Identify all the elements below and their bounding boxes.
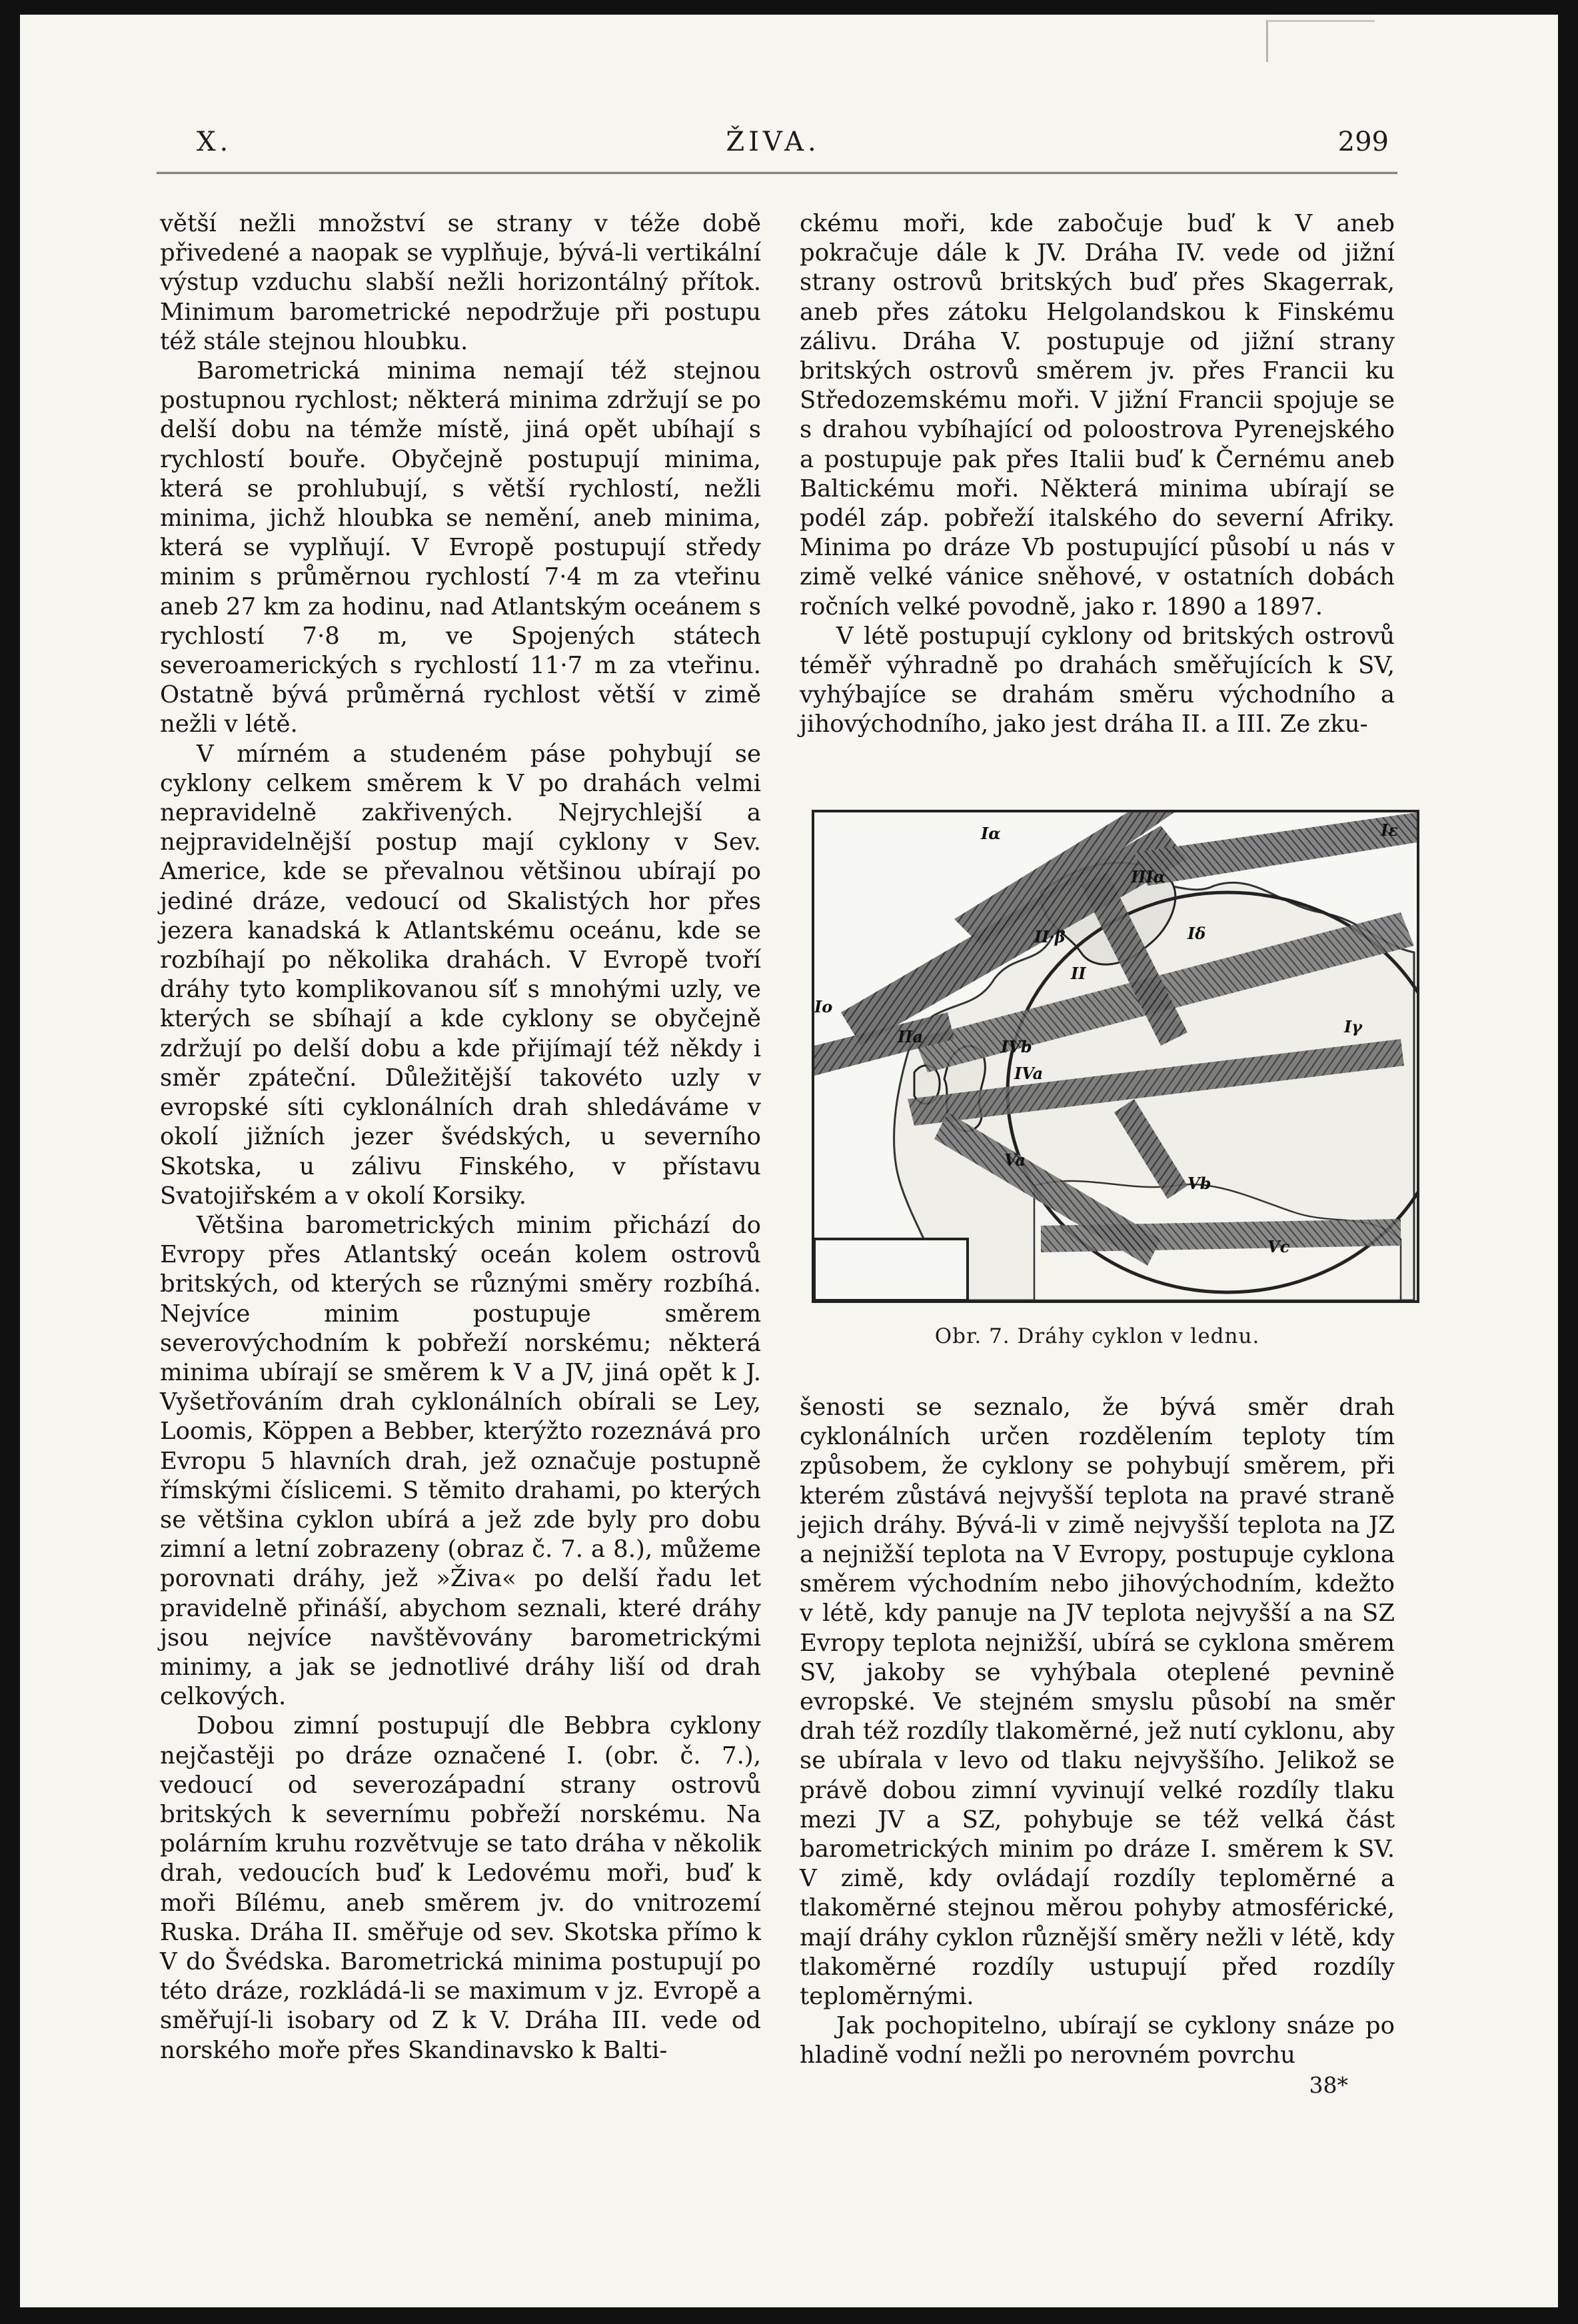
figure-caption: Obr. 7. Dráhy cyklon v lednu. [934,1324,1260,1348]
paragraph: šenosti se seznalo, že bývá směr drah cyklonálních určen rozdělením teploty tím způsobem, že cyklony se pohybují směrem, při kterém zůstává nejvyšší teplota na pravé straně jejich dráhy. Bývá-li v zimě nejvyšší teplota na JZ a nejnižší teplota na V Evropy, postupuje cyklona směrem východním nebo jihovýchodním, kdežto v létě, kdy panuje na JV teplota nejvyšší a na SZ Evropy teplota nejnižší, ubírá se cyklona směrem SV, jakoby se vyhýbala oteplené pevnině evropské. Ve stejném smyslu působí na směr drah též rozdíly tlakoměrné, jež nutí cyklonu, aby se ubírala v levo od tlaku nejvyššího. Jelikož se právě dobou zimní vyvinují velké rozdíly tlaku mezi JV a SZ, pohybuje se též velká část barometrických minim po dráze I. směrem k SV. V zimě, kdy ovládají rozdíly teploměrné a tlakoměrné stejnou měrou pohyby atmosférické, mají dráhy cyklon různější směry nežli v létě, kdy tlakoměrné rozdíly ustupují před rozdíly teploměrnými. [800,1394,1395,2011]
paragraph: V létě postupují cyklony od britských ostrovů téměř výhradně po drahách směřujících k SV, vyhýbajíce se drahám směru východního a jihovýchodního, jako jest dráha II. a III. Ze zku- [800,622,1395,738]
paragraph: Barometrická minima nemají též stejnou postupnou rychlost; některá minima zdržují se po delší dobu na témže místě, jiná opět ubíhají s rychlostí bouře. Obyčejně postupují minima, která se prohlubují, s větší rychlostí, nežli minima, jichž hloubka se nemění, aneb minima, která se vyplňují. V Evropě postupují středy minim s průměrnou rychlostí 7·4 m za vteřinu aneb 27 km za hodinu, nad Atlantským oceánem s rychlostí 7·8 m, ve Spojených státech severoamerických s rychlostí 11·7 m za vteřinu. Ostatně bývá průměrná rychlost větší v zimě nežli v létě. [160,357,761,738]
label-I-gamma: Iγ [1344,1017,1363,1036]
track-I-east [1134,812,1417,886]
scan-corner-mark [1266,20,1375,62]
label-Va: Va [1004,1150,1026,1170]
cyclone-tracks-map [812,810,1419,1303]
page-number: 299 [1337,127,1389,157]
printer-signature: 38* [1309,2071,1348,2098]
label-II-beta: II·β [1034,927,1066,946]
journal-title: ŽIVA. [726,127,820,157]
paragraph: Dobou zimní postupují dle Bebbra cyklony nejčastěji po dráze označené I. (obr. č. 7.), vedoucí od severozápadní strany ostrovů britských k severnímu pobřeží norskému. Na polárním kruhu rozvětvuje se tato dráha v několik drah, vedoucích buď k Ledovému moři, buď k moři Bílému, aneb směrem jv. do vnitrozemí Ruska. Dráha II. směřuje od sev. Skotska přímo k V do Švédska. Barometrická minima postupují po této dráze, rozkládá-li se maximum v jz. Evropě a směřují-li isobary od Z k V. Dráha III. vede od norského moře přes Skandinavsko k Balti- [160,1712,761,2064]
right-column-bottom [800,1393,1395,2100]
left-column [160,209,761,2065]
label-IVa: IVa [1014,1064,1044,1083]
label-I-delta: Iδ [1187,924,1206,943]
page [20,15,1558,2307]
label-II: II [1071,964,1086,983]
paragraph: V mírném a studeném páse pohybují se cyklony celkem směrem k V po drahách velmi nepravidelně zakřivených. Nejrychlejší a nejpravidelnější postup mají cyklony v Sev. Americe, kde se převalnou většinou ubírají po jediné dráze, vedoucí od Skalistých hor přes jezera kanadská k Atlantskému oceánu, kde se rozbíhají po několika drahách. V Evropě tvoří dráhy tyto komplikovanou síť s mnohými uzly, ve kterých se sbíhají a kde cyklony se obyčejně zdržují po delší dobu a kde přijímají též někdy i směr zpáteční. Důležitější takovéto uzly v evropské síti cyklonálních drah shledáváme v okolí jižních jezer švédských, u severního Skotska, u zálivu Finského, v přístavu Svatojiřském a v okolí Korsiky. [160,740,761,1210]
label-I-alpha: Iα [981,824,1001,843]
inset-box [814,1239,968,1300]
label-Vc: Vc [1267,1237,1290,1256]
label-Vb: Vb [1187,1174,1211,1193]
label-Io: Io [814,997,833,1016]
volume-number: X. [197,127,233,157]
paragraph: Většina barometrických minim přichází do Evropy přes Atlantský oceán kolem ostrovů britských, od kterých se různými směry rozbíhá. Nejvíce minim postupuje směrem severovýchodním k pobřeží norskému; některá minima ubírají se směrem k V a JV, jiná opět k J. Vyšetřováním drah cyklonálních obírali se Ley, Loomis, Köppen a Bebber, kterýžto rozeznává pro Evropu 5 hlavních drah, jež označuje postupně římskými číslicemi. S těmito drahami, po kterých se většina cyklon ubírá a jež zde byly pro dobu zimní a letní zobrazeny (obraz č. 7. a 8.), můžeme porovnati dráhy, jež »Živa« po delší řadu let pravidelně přináší, abychom seznali, které dráhy jsou nejvíce navštěvovány barometrickými minimy, a jak se jednotlivé dráhy liší od drah celkových. [160,1211,761,1711]
paragraph: ckému moři, kde zabočuje buď k V aneb pokračuje dále k JV. Dráha IV. vede od jižní strany ostrovů britských buď přes Skagerrak, aneb přes zátoku Helgolandskou k Finskému zálivu. Dráha V. postupuje od jižní strany britských ostrovů směrem jv. přes Francii ku Středozemskému moři. V jižní Francii spojuje se s drahou vybíhající od poloostrova Pyrenejského a postupuje pak přes Italii buď k Černému aneb Baltickému moři. Některá minima ubírají se podél záp. pobřeží italského do severní Afriky. Minima po dráze Vb postupující působí u nás v zimě velké vánice sněhové, v ostatních dobách ročních velké povodně, jako r. 1890 a 1897. [800,210,1395,620]
label-IVb: IVb [1001,1037,1032,1056]
label-I-epsilon: Iε [1381,820,1398,840]
header-rule [157,172,1397,177]
right-column-top [800,209,1395,740]
label-IIa: IIa [898,1027,924,1046]
paragraph: větší nežli množství se strany v téže době přivedené a naopak se vyplňuje, bývá-li vertikální výstup vzduchu slabší nežli horizontálný přítok. Minimum barometrické nepodržuje při postupu též stále stejnou hloubku. [160,210,761,355]
map-illustration [814,812,1417,1300]
paragraph: Jak pochopitelno, ubírají se cyklony snáze po hladině vodní nežli po nerovném povrchu [800,2012,1395,2069]
running-head [153,127,1393,167]
label-III-alpha: IIIα [1131,867,1166,886]
